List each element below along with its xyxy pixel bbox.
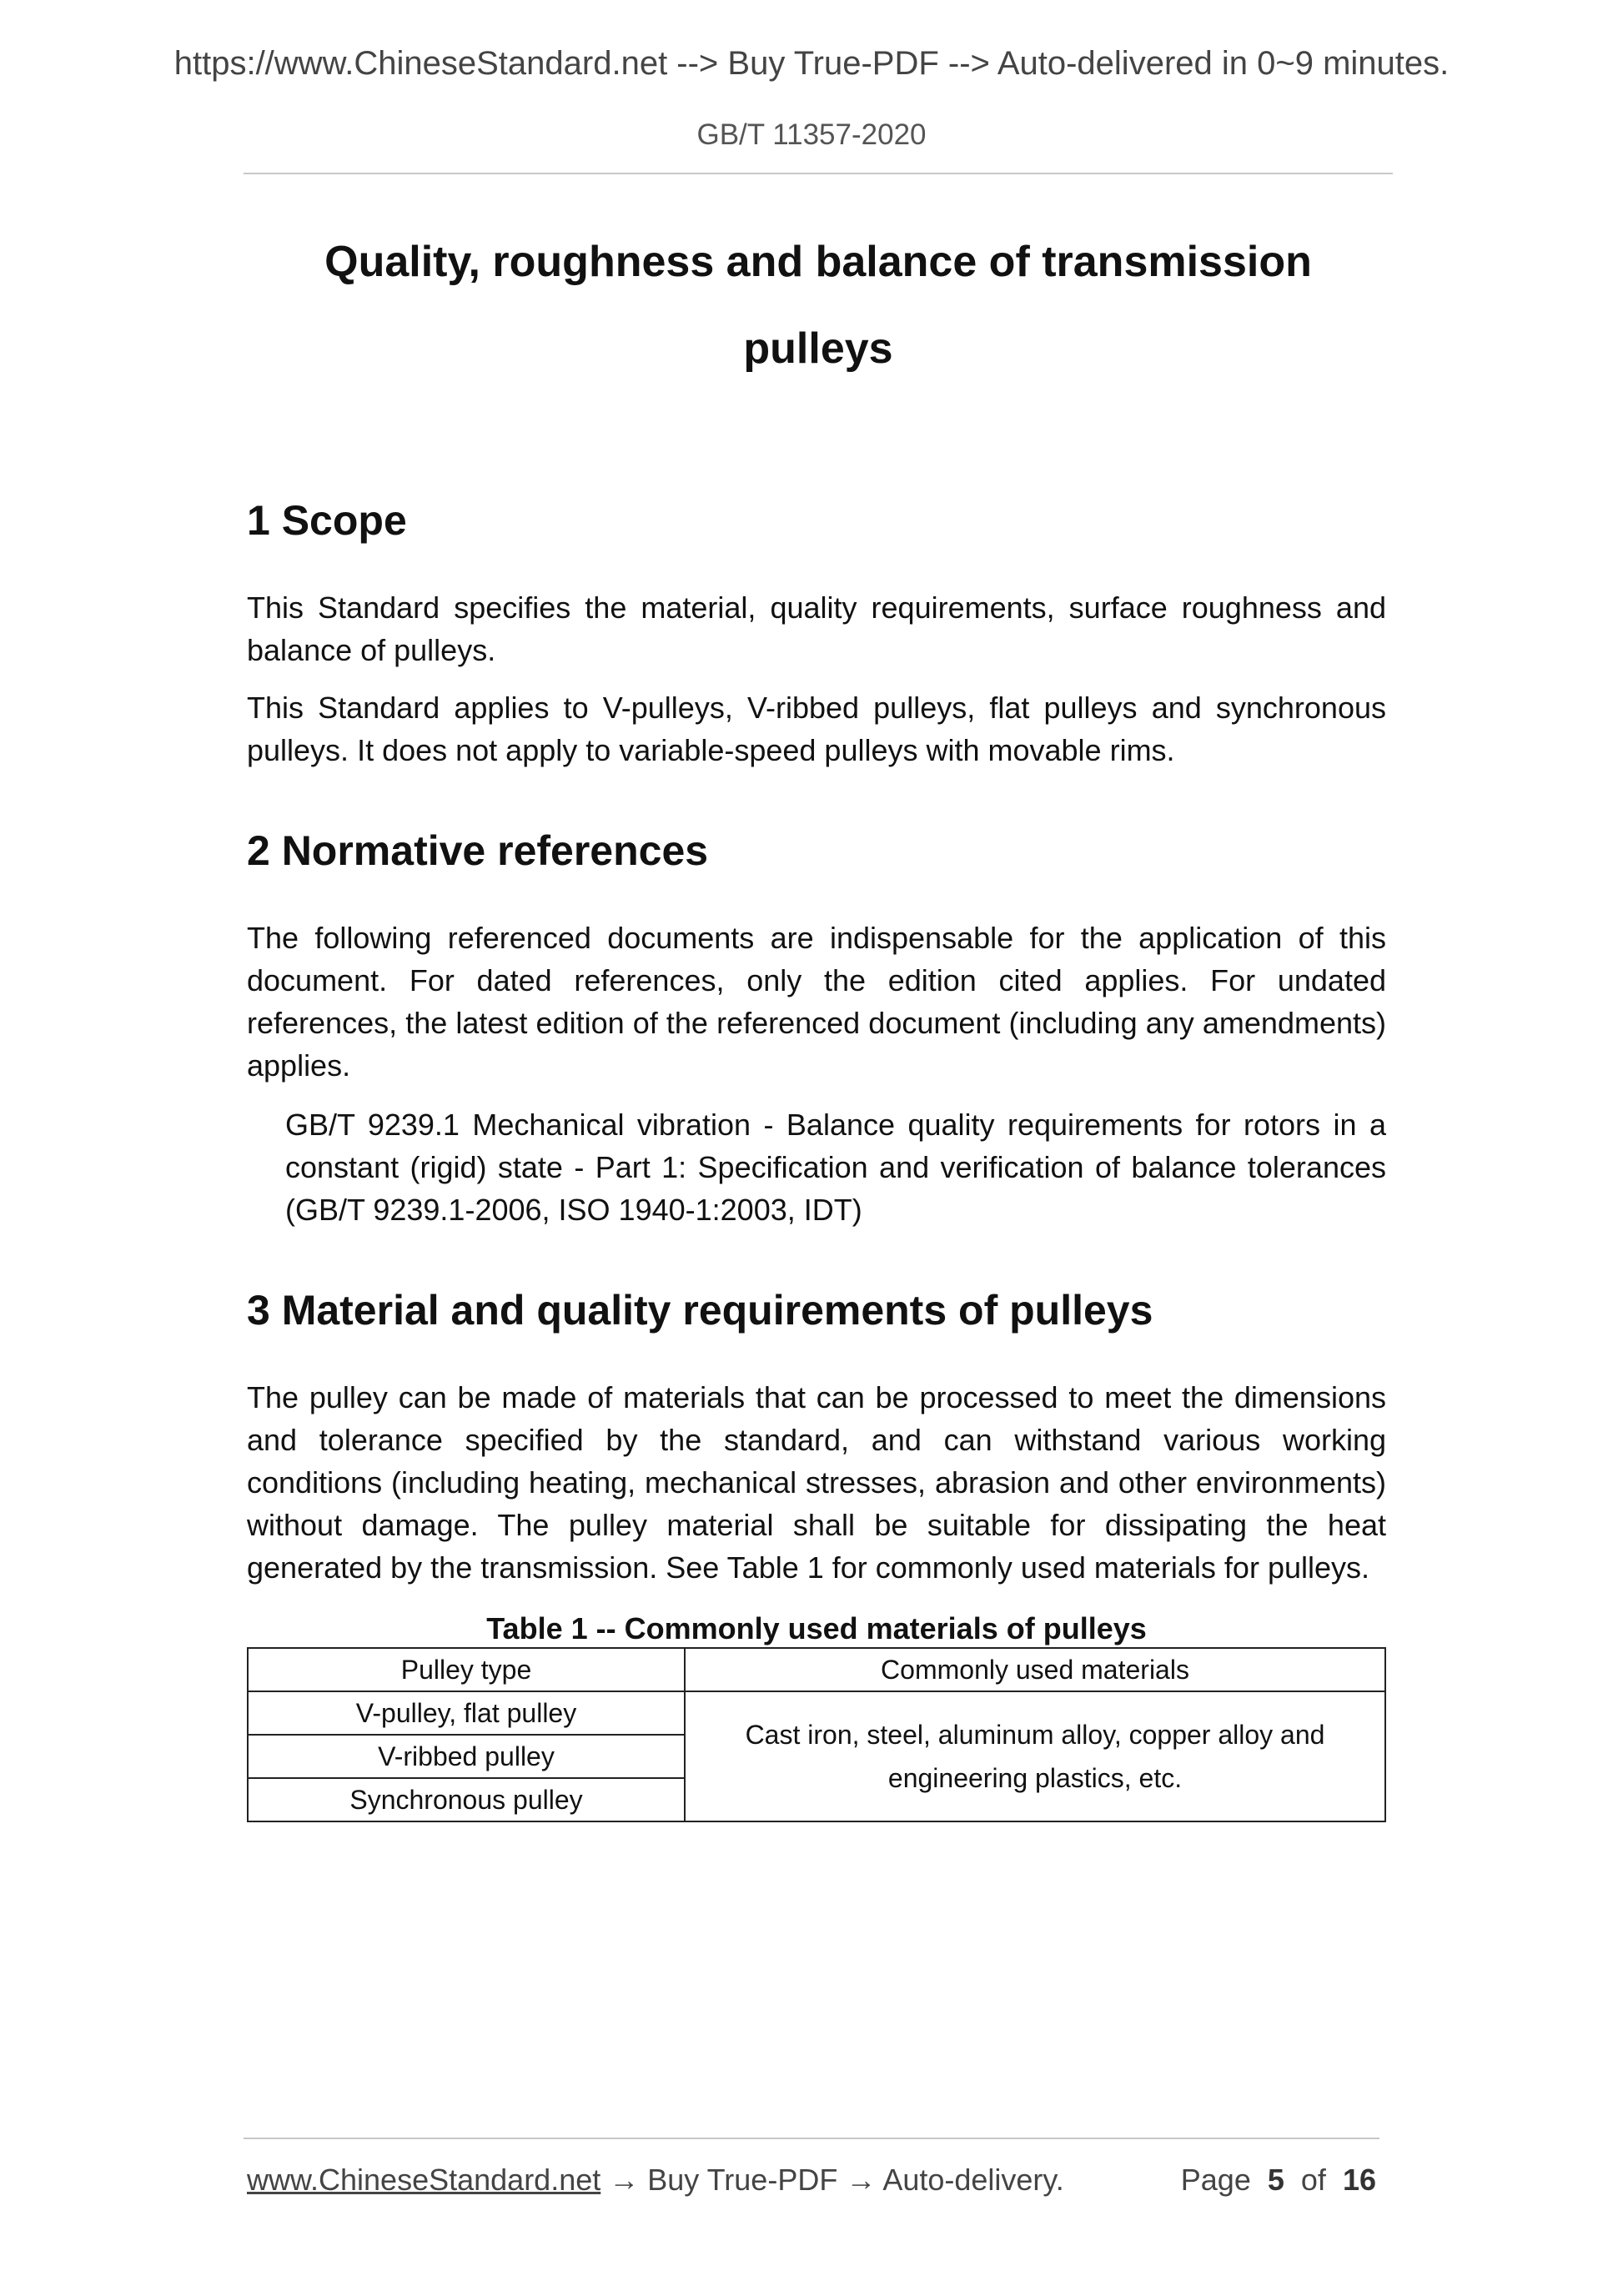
- section-heading-scope: 1 Scope: [247, 497, 407, 544]
- table-cell-pulley-type: V-pulley, flat pulley: [248, 1691, 685, 1735]
- document-body: [247, 496, 1386, 1822]
- section-heading-normative-references: 2 Normative references: [247, 827, 709, 874]
- paragraph: This Standard applies to V-pulleys, V-ribbed pulleys, flat pulleys and synchronous pulleys. It does not apply to variable-speed pulleys with movable rims.: [247, 691, 1386, 767]
- header-banner: https://www.ChineseStandard.net --> Buy True-PDF --> Auto-delivered in 0~9 minutes.: [173, 45, 1450, 82]
- paragraph: The following referenced documents are indispensable for the application of this document. For dated references, only the edition cited applies. For undated references, the latest edition of the referenced document (including any amendments) applies.: [247, 921, 1386, 1083]
- document-title: [244, 219, 1393, 392]
- page-current: 5: [1267, 2163, 1284, 2197]
- page-total: 16: [1342, 2163, 1376, 2197]
- table-header-cell: Commonly used materials: [685, 1648, 1385, 1691]
- table-cell-pulley-type: Synchronous pulley: [248, 1778, 685, 1821]
- header-divider: [244, 173, 1393, 174]
- paragraph: The pulley can be made of materials that can be processed to meet the dimensions and tolerance specified by the standard, and can withstand various working conditions (including heating, mechanical stresses, abrasion and other environments) without damage. The pulley material shall be suitable for dissipating the heat generated by the transmission. See Table 1 for commonly used materials for pulleys.: [247, 1380, 1386, 1585]
- materials-table: [247, 1647, 1386, 1822]
- table-row: [248, 1691, 1385, 1735]
- section-heading-material-quality: 3 Material and quality requirements of pulleys: [247, 1287, 1153, 1334]
- title-line-1: Quality, roughness and balance of transmission: [324, 238, 1312, 286]
- table-caption: Table 1 -- Commonly used materials of pulleys: [486, 1611, 1147, 1645]
- footer-divider: [244, 2138, 1379, 2139]
- table-header-row: [248, 1648, 1385, 1691]
- title-line-2: pulleys: [743, 324, 893, 373]
- footer-tagline: → Buy True-PDF → Auto-delivery.: [600, 2163, 1064, 2197]
- page-word: Page: [1180, 2163, 1251, 2197]
- of-word: of: [1300, 2163, 1326, 2197]
- paragraph: This Standard specifies the material, quality requirements, surface roughness and balance of pulleys.: [247, 590, 1386, 667]
- site-link[interactable]: www.ChineseStandard.net: [247, 2163, 601, 2197]
- table-cell-pulley-type: V-ribbed pulley: [248, 1735, 685, 1778]
- footer: [247, 2163, 1376, 2198]
- reference-item: GB/T 9239.1 Mechanical vibration - Balance quality requirements for rotors in a constant (rigid) state - Part 1: Specification and verification of balance tolerances (GB/T 9239.1-2006, ISO 1940-1:2003, IDT): [285, 1108, 1386, 1227]
- page-indicator: [1181, 2163, 1376, 2198]
- table-header-cell: Pulley type: [248, 1648, 685, 1691]
- standard-number: GB/T 11357-2020: [696, 118, 927, 151]
- table-cell-materials: Cast iron, steel, aluminum alloy, copper alloy and engineering plastics, etc.: [685, 1691, 1385, 1821]
